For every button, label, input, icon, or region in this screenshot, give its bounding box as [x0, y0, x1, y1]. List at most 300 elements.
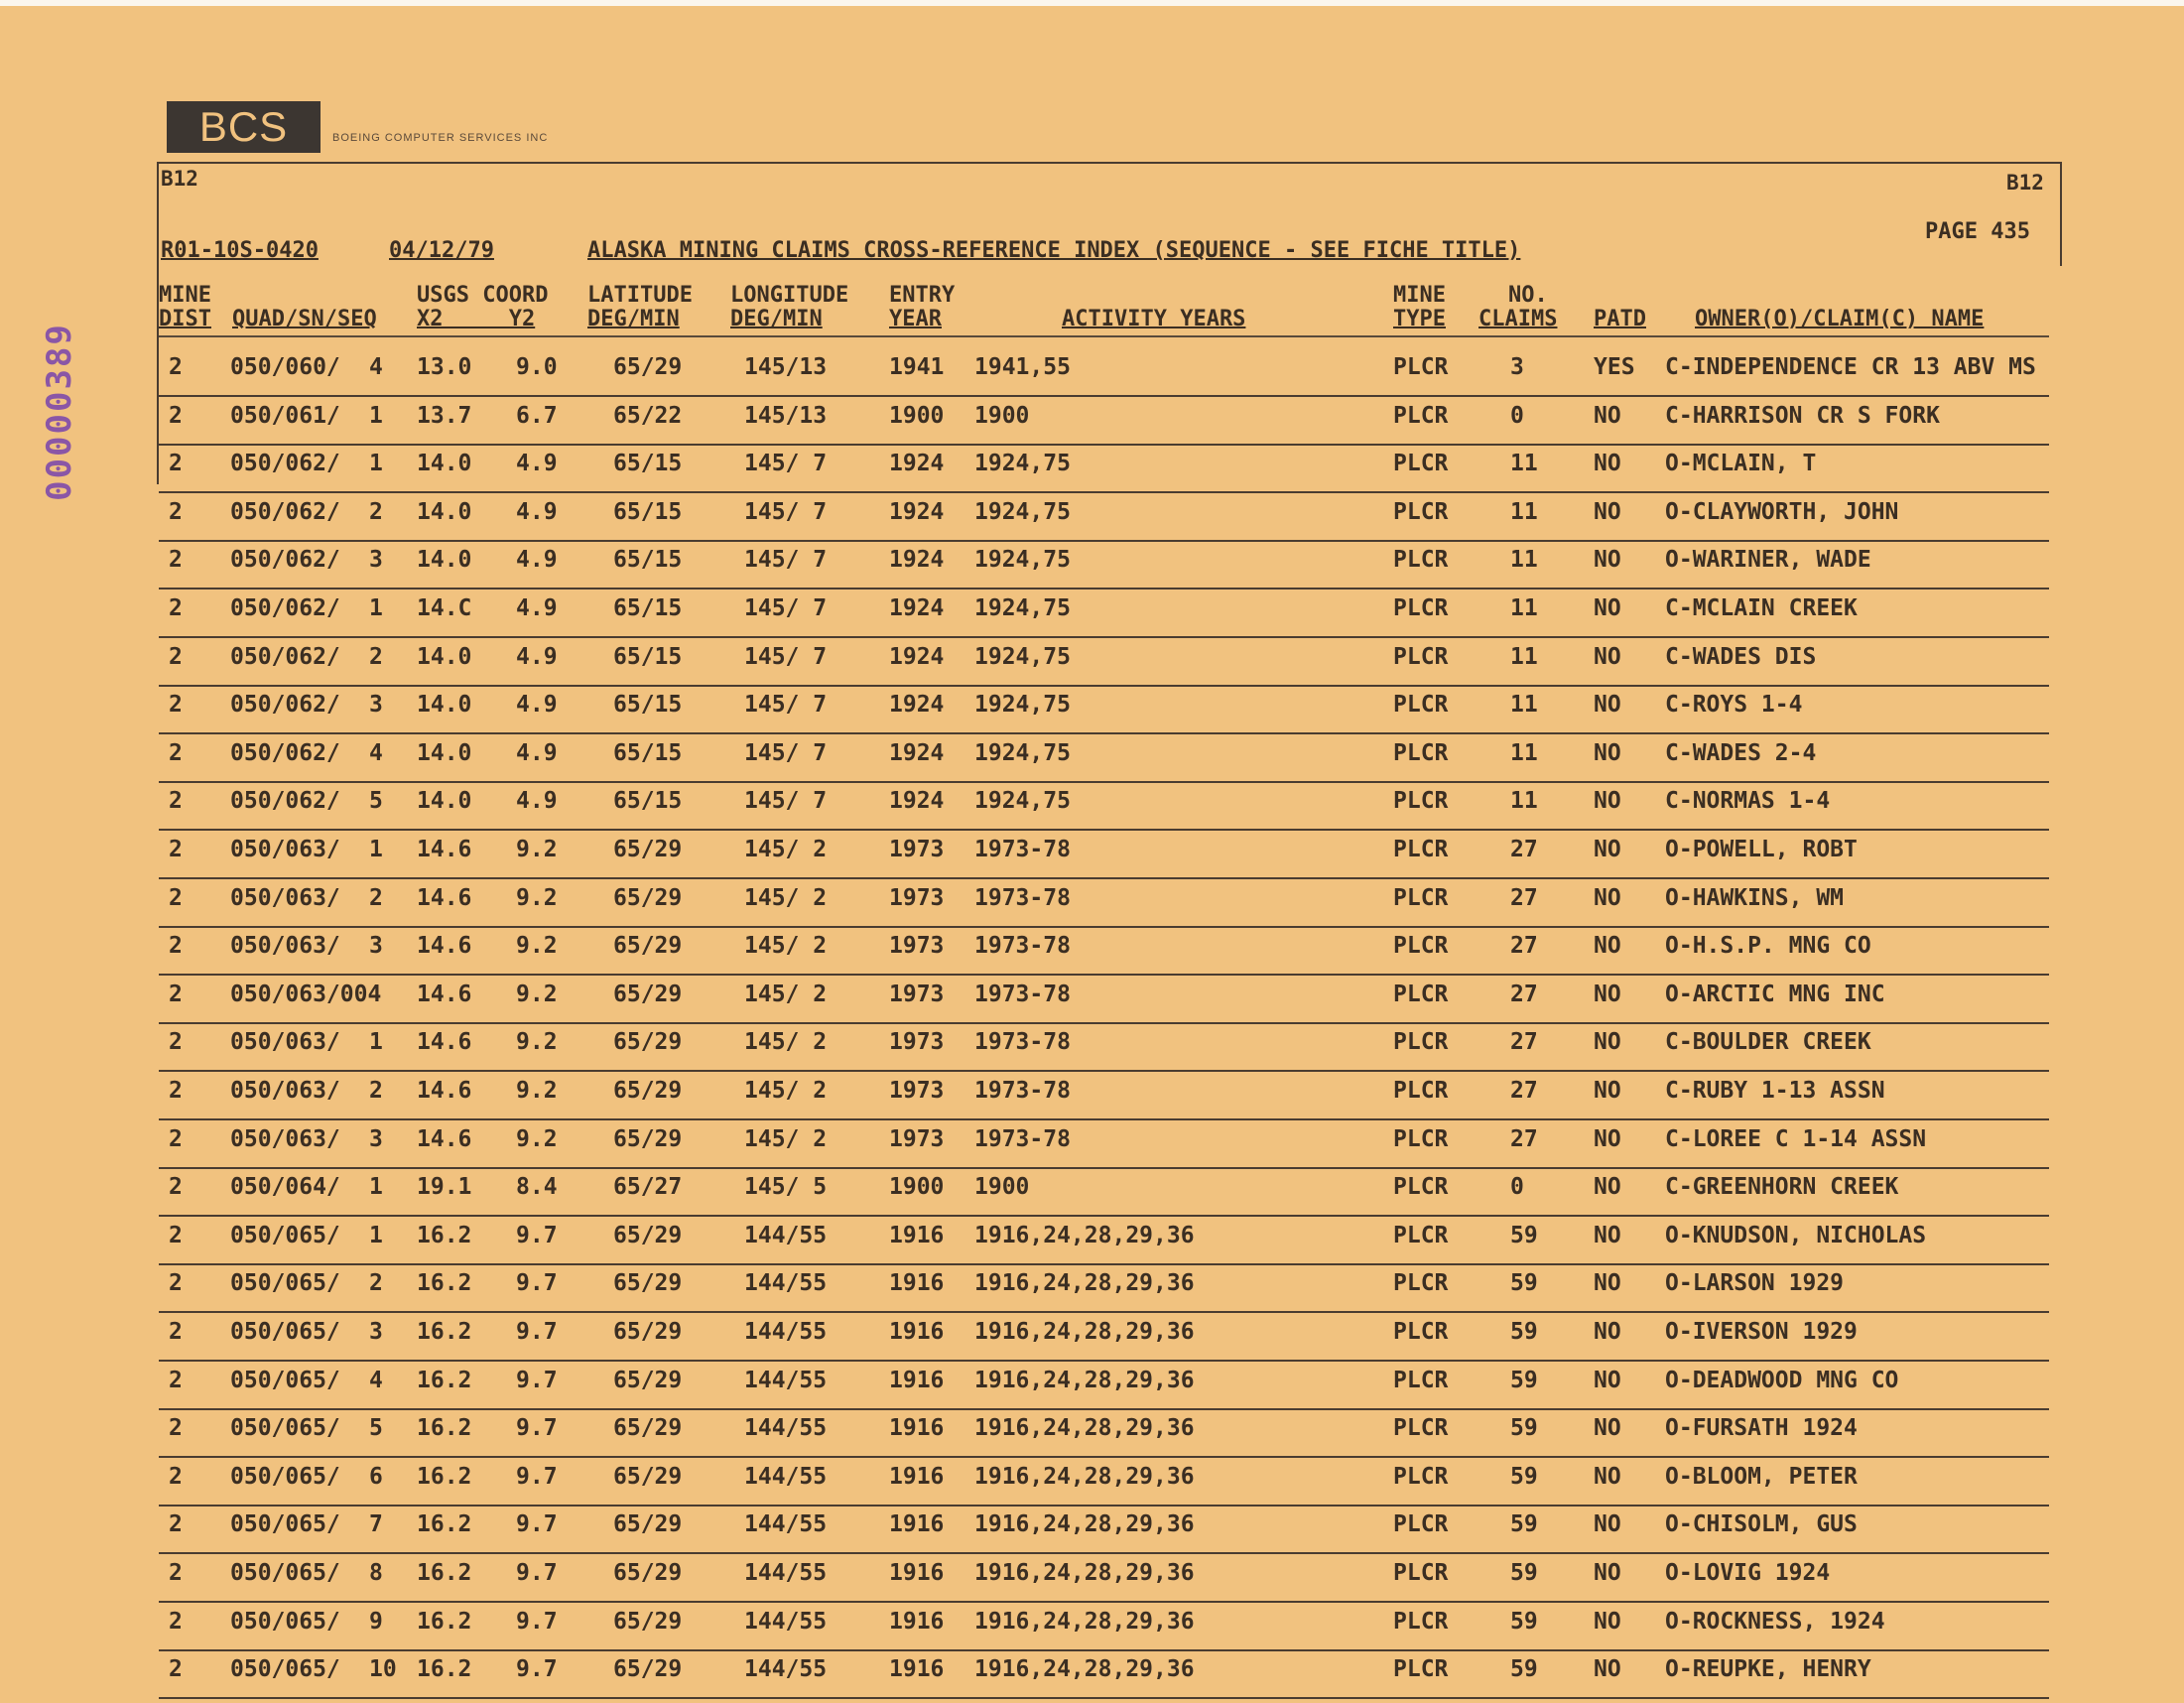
row-rule — [159, 1215, 2049, 1217]
cell-longitude: 145/ 7 — [744, 547, 828, 574]
cell-activity-years: 1924,75 — [974, 788, 1071, 815]
cell-activity-years: 1941,55 — [974, 354, 1071, 380]
row-rule — [159, 829, 2049, 831]
cell-entry-year: 1916 — [889, 1222, 945, 1248]
page-code-left: B12 — [161, 167, 198, 191]
cell-x2: 14.C — [417, 595, 472, 621]
cell-entry-year: 1916 — [889, 1270, 945, 1297]
cell-seq: 1 — [369, 451, 383, 477]
cell-quad: 050/063/ — [230, 1029, 340, 1056]
cell-patd: NO — [1594, 1463, 1621, 1490]
cell-latitude: 65/15 — [613, 788, 683, 815]
cell-patd: NO — [1594, 402, 1621, 429]
cell-dist: 2 — [169, 739, 183, 766]
cell-latitude: 65/29 — [613, 933, 683, 960]
cell-name: C-NORMAS 1-4 — [1665, 788, 1831, 815]
cell-dist: 2 — [169, 1078, 183, 1104]
cell-x2: 16.2 — [417, 1415, 472, 1442]
cell-mine-type: PLCR — [1393, 933, 1449, 960]
cell-activity-years: 1916,24,28,29,36 — [974, 1415, 1195, 1442]
cell-entry-year: 1924 — [889, 595, 945, 621]
table-row — [0, 1077, 2184, 1124]
cell-mine-type: PLCR — [1393, 1222, 1449, 1248]
cell-name: C-LOREE C 1-14 ASSN — [1665, 1125, 1927, 1152]
cell-patd: YES — [1594, 354, 1635, 380]
cell-y2: 9.2 — [516, 1078, 558, 1104]
row-rule — [159, 877, 2049, 879]
cell-mine-type: PLCR — [1393, 1608, 1449, 1635]
table-row — [0, 450, 2184, 497]
cell-mine-type: PLCR — [1393, 739, 1449, 766]
cell-name: O-FURSATH 1924 — [1665, 1415, 1858, 1442]
cell-quad: 050/065/ — [230, 1367, 340, 1393]
cell-claims: 59 — [1510, 1319, 1538, 1345]
cell-activity-years: 1973-78 — [974, 837, 1071, 862]
cell-mine-type: PLCR — [1393, 1270, 1449, 1297]
cell-quad: 050/065/ — [230, 1319, 340, 1345]
paper-edge — [0, 0, 2184, 6]
header-latitude: LATITUDE DEG/MIN — [587, 283, 693, 331]
header-patd: PATD — [1594, 307, 1646, 331]
cell-mine-type: PLCR — [1393, 1319, 1449, 1345]
cell-latitude: 65/29 — [613, 1463, 683, 1490]
cell-entry-year: 1916 — [889, 1415, 945, 1442]
cell-activity-years: 1973-78 — [974, 1125, 1071, 1152]
cell-dist: 2 — [169, 547, 183, 574]
cell-claims: 11 — [1510, 643, 1538, 670]
cell-quad: 050/065/ — [230, 1222, 340, 1248]
cell-entry-year: 1900 — [889, 1174, 945, 1201]
cell-x2: 14.0 — [417, 692, 472, 719]
cell-mine-type: PLCR — [1393, 1029, 1449, 1056]
row-rule — [159, 1456, 2049, 1458]
table-row — [0, 981, 2184, 1028]
cell-entry-year: 1941 — [889, 354, 945, 380]
cell-name: C-GREENHORN CREEK — [1665, 1174, 1899, 1201]
cell-seq: 10 — [369, 1656, 397, 1683]
row-rule — [159, 1649, 2049, 1651]
cell-longitude: 144/55 — [744, 1415, 828, 1442]
cell-mine-type: PLCR — [1393, 1174, 1449, 1201]
cell-x2: 16.2 — [417, 1367, 472, 1393]
table-row — [0, 1463, 2184, 1510]
row-rule — [159, 685, 2049, 687]
cell-latitude: 65/15 — [613, 498, 683, 525]
cell-dist: 2 — [169, 498, 183, 525]
logo-subtitle: BOEING COMPUTER SERVICES INC — [332, 132, 549, 144]
cell-activity-years: 1916,24,28,29,36 — [974, 1319, 1195, 1345]
cell-dist: 2 — [169, 1656, 183, 1683]
cell-latitude: 65/15 — [613, 451, 683, 477]
cell-claims: 11 — [1510, 788, 1538, 815]
cell-name: O-LARSON 1929 — [1665, 1270, 1845, 1297]
cell-name: C-WADES DIS — [1665, 643, 1817, 670]
cell-name: O-DEADWOOD MNG CO — [1665, 1367, 1899, 1393]
cell-claims: 11 — [1510, 547, 1538, 574]
cell-entry-year: 1916 — [889, 1463, 945, 1490]
cell-dist: 2 — [169, 451, 183, 477]
cell-activity-years: 1916,24,28,29,36 — [974, 1511, 1195, 1538]
cell-claims: 27 — [1510, 837, 1538, 862]
cell-name: O-LOVIG 1924 — [1665, 1560, 1831, 1586]
row-rule — [159, 1263, 2049, 1265]
cell-y2: 9.7 — [516, 1656, 558, 1683]
row-rule — [159, 1311, 2049, 1313]
cell-claims: 27 — [1510, 884, 1538, 911]
cell-activity-years: 1924,75 — [974, 739, 1071, 766]
row-rule — [159, 1070, 2049, 1072]
cell-longitude: 145/ 2 — [744, 884, 828, 911]
table-row — [0, 402, 2184, 450]
cell-y2: 4.9 — [516, 595, 558, 621]
cell-entry-year: 1973 — [889, 1078, 945, 1104]
cell-y2: 9.7 — [516, 1222, 558, 1248]
cell-mine-type: PLCR — [1393, 1656, 1449, 1683]
cell-entry-year: 1916 — [889, 1367, 945, 1393]
row-rule — [159, 1552, 2049, 1554]
cell-claims: 27 — [1510, 1029, 1538, 1056]
cell-activity-years: 1924,75 — [974, 451, 1071, 477]
cell-latitude: 65/29 — [613, 1608, 683, 1635]
cell-longitude: 145/ 7 — [744, 595, 828, 621]
cell-patd: NO — [1594, 595, 1621, 621]
cell-y2: 4.9 — [516, 739, 558, 766]
table-row — [0, 643, 2184, 691]
cell-seq: 7 — [369, 1511, 383, 1538]
cell-name: O-REUPKE, HENRY — [1665, 1656, 1871, 1683]
table-row — [0, 836, 2184, 883]
header-usgs-coord: USGS COORD X2 Y2 — [417, 283, 549, 331]
cell-latitude: 65/29 — [613, 1029, 683, 1056]
cell-x2: 19.1 — [417, 1174, 472, 1201]
cell-dist: 2 — [169, 1270, 183, 1297]
table-row — [0, 691, 2184, 738]
cell-y2: 9.7 — [516, 1319, 558, 1345]
cell-patd: NO — [1594, 1174, 1621, 1201]
cell-dist: 2 — [169, 884, 183, 911]
cell-longitude: 144/55 — [744, 1608, 828, 1635]
cell-latitude: 65/29 — [613, 354, 683, 380]
cell-seq: 1 — [369, 1174, 383, 1201]
cell-entry-year: 1924 — [889, 547, 945, 574]
row-rule — [159, 1601, 2049, 1603]
cell-longitude: 144/55 — [744, 1367, 828, 1393]
cell-patd: NO — [1594, 1560, 1621, 1586]
cell-mine-type: PLCR — [1393, 1125, 1449, 1152]
cell-quad: 050/063/ — [230, 1125, 340, 1152]
cell-mine-type: PLCR — [1393, 1415, 1449, 1442]
cell-y2: 9.7 — [516, 1463, 558, 1490]
cell-activity-years: 1900 — [974, 1174, 1030, 1201]
cell-dist: 2 — [169, 1125, 183, 1152]
cell-latitude: 65/29 — [613, 1415, 683, 1442]
cell-patd: NO — [1594, 884, 1621, 911]
cell-patd: NO — [1594, 498, 1621, 525]
cell-y2: 9.2 — [516, 981, 558, 1007]
cell-patd: NO — [1594, 1078, 1621, 1104]
cell-entry-year: 1916 — [889, 1608, 945, 1635]
cell-name: C-WADES 2-4 — [1665, 739, 1817, 766]
cell-mine-type: PLCR — [1393, 354, 1449, 380]
header-entry-year: ENTRY YEAR — [889, 283, 956, 331]
table-row — [0, 1173, 2184, 1221]
cell-patd: NO — [1594, 692, 1621, 719]
cell-dist: 2 — [169, 1367, 183, 1393]
cell-quad: 050/062/ — [230, 643, 340, 670]
cell-seq: 1 — [369, 595, 383, 621]
cell-entry-year: 1924 — [889, 739, 945, 766]
cell-longitude: 144/55 — [744, 1463, 828, 1490]
cell-quad: 050/063/ — [230, 1078, 340, 1104]
cell-claims: 59 — [1510, 1270, 1538, 1297]
cell-latitude: 65/29 — [613, 1511, 683, 1538]
cell-seq: 5 — [369, 788, 383, 815]
cell-x2: 14.6 — [417, 933, 472, 960]
cell-y2: 4.9 — [516, 451, 558, 477]
cell-dist: 2 — [169, 933, 183, 960]
cell-patd: NO — [1594, 1125, 1621, 1152]
cell-patd: NO — [1594, 451, 1621, 477]
cell-entry-year: 1924 — [889, 788, 945, 815]
cell-latitude: 65/15 — [613, 547, 683, 574]
table-row — [0, 1028, 2184, 1076]
cell-quad: 050/062/ — [230, 451, 340, 477]
table-row — [0, 1269, 2184, 1317]
cell-longitude: 145/ 2 — [744, 1029, 828, 1056]
cell-claims: 59 — [1510, 1463, 1538, 1490]
cell-seq: 2 — [369, 1078, 383, 1104]
cell-mine-type: PLCR — [1393, 837, 1449, 862]
cell-seq: 4 — [369, 354, 383, 380]
cell-claims: 0 — [1510, 402, 1524, 429]
table-row — [0, 1125, 2184, 1173]
table-row — [0, 884, 2184, 932]
cell-entry-year: 1924 — [889, 498, 945, 525]
cell-longitude: 144/55 — [744, 1319, 828, 1345]
header-owner-claim-name: OWNER(O)/CLAIM(C) NAME — [1695, 307, 1985, 331]
cell-quad: 050/065/ — [230, 1560, 340, 1586]
cell-patd: NO — [1594, 1029, 1621, 1056]
cell-entry-year: 1973 — [889, 933, 945, 960]
cell-quad: 050/065/ — [230, 1608, 340, 1635]
cell-entry-year: 1916 — [889, 1656, 945, 1683]
cell-y2: 9.2 — [516, 1029, 558, 1056]
table-row — [0, 546, 2184, 593]
cell-dist: 2 — [169, 1560, 183, 1586]
cell-seq: 8 — [369, 1560, 383, 1586]
header-no-claims: NO. CLAIMS — [1478, 283, 1558, 331]
cell-entry-year: 1973 — [889, 837, 945, 862]
cell-mine-type: PLCR — [1393, 547, 1449, 574]
logo-mark: BCS — [167, 101, 321, 153]
cell-quad: 050/065/ — [230, 1463, 340, 1490]
cell-x2: 14.0 — [417, 643, 472, 670]
cell-patd: NO — [1594, 1270, 1621, 1297]
table-row — [0, 1559, 2184, 1607]
cell-name: C-MCLAIN CREEK — [1665, 595, 1858, 621]
row-rule — [159, 732, 2049, 734]
cell-x2: 16.2 — [417, 1463, 472, 1490]
cell-name: O-MCLAIN, T — [1665, 451, 1817, 477]
cell-seq: 3 — [369, 1319, 383, 1345]
cell-dist: 2 — [169, 1608, 183, 1635]
cell-latitude: 65/29 — [613, 1125, 683, 1152]
cell-patd: NO — [1594, 1319, 1621, 1345]
cell-latitude: 65/15 — [613, 595, 683, 621]
cell-x2: 16.2 — [417, 1270, 472, 1297]
cell-longitude: 144/55 — [744, 1560, 828, 1586]
table-row — [0, 787, 2184, 835]
cell-x2: 14.6 — [417, 1078, 472, 1104]
cell-seq: 2 — [369, 884, 383, 911]
cell-dist: 2 — [169, 1222, 183, 1248]
cell-seq: 3 — [369, 933, 383, 960]
document-stamp: 00000389 — [40, 323, 79, 501]
cell-name: C-RUBY 1-13 ASSN — [1665, 1078, 1885, 1104]
cell-activity-years: 1924,75 — [974, 692, 1071, 719]
cell-patd: NO — [1594, 1608, 1621, 1635]
cell-activity-years: 1916,24,28,29,36 — [974, 1608, 1195, 1635]
cell-entry-year: 1973 — [889, 884, 945, 911]
cell-claims: 11 — [1510, 451, 1538, 477]
cell-patd: NO — [1594, 981, 1621, 1007]
cell-y2: 8.4 — [516, 1174, 558, 1201]
cell-claims: 59 — [1510, 1511, 1538, 1538]
cell-x2: 14.6 — [417, 1125, 472, 1152]
cell-quad: 050/062/ — [230, 547, 340, 574]
cell-seq: 1 — [369, 402, 383, 429]
cell-dist: 2 — [169, 402, 183, 429]
cell-activity-years: 1924,75 — [974, 643, 1071, 670]
cell-y2: 9.7 — [516, 1415, 558, 1442]
cell-x2: 13.0 — [417, 354, 472, 380]
page-code-right: B12 — [2006, 171, 2044, 195]
cell-y2: 9.7 — [516, 1608, 558, 1635]
cell-y2: 9.2 — [516, 933, 558, 960]
row-rule — [159, 926, 2049, 928]
cell-seq: 4 — [369, 739, 383, 766]
header-longitude: LONGITUDE DEG/MIN — [730, 283, 849, 331]
cell-entry-year: 1973 — [889, 1125, 945, 1152]
cell-quad: 050/061/ — [230, 402, 340, 429]
cell-mine-type: PLCR — [1393, 692, 1449, 719]
cell-x2: 14.0 — [417, 547, 472, 574]
cell-dist: 2 — [169, 981, 183, 1007]
cell-quad: 050/064/ — [230, 1174, 340, 1201]
table-row — [0, 498, 2184, 546]
cell-activity-years: 1916,24,28,29,36 — [974, 1656, 1195, 1683]
cell-x2: 16.2 — [417, 1511, 472, 1538]
cell-x2: 16.2 — [417, 1656, 472, 1683]
cell-patd: NO — [1594, 1415, 1621, 1442]
cell-y2: 4.9 — [516, 498, 558, 525]
cell-patd: NO — [1594, 788, 1621, 815]
cell-activity-years: 1973-78 — [974, 884, 1071, 911]
cell-latitude: 65/29 — [613, 981, 683, 1007]
cell-mine-type: PLCR — [1393, 788, 1449, 815]
cell-y2: 4.9 — [516, 547, 558, 574]
row-rule — [159, 636, 2049, 638]
cell-name: O-ROCKNESS, 1924 — [1665, 1608, 1885, 1635]
cell-entry-year: 1924 — [889, 451, 945, 477]
header-rule — [159, 335, 2049, 337]
table-row — [0, 1414, 2184, 1462]
cell-quad: 050/063/ — [230, 837, 340, 862]
cell-latitude: 65/15 — [613, 643, 683, 670]
cell-y2: 9.7 — [516, 1367, 558, 1393]
cell-quad: 050/062/ — [230, 692, 340, 719]
cell-longitude: 145/ 7 — [744, 498, 828, 525]
row-rule — [159, 1360, 2049, 1362]
cell-patd: NO — [1594, 1367, 1621, 1393]
cell-quad: 050/065/ — [230, 1270, 340, 1297]
cell-longitude: 144/55 — [744, 1511, 828, 1538]
cell-longitude: 145/ 2 — [744, 1078, 828, 1104]
cell-longitude: 144/55 — [744, 1656, 828, 1683]
cell-quad: 050/063/ — [230, 884, 340, 911]
cell-claims: 27 — [1510, 1125, 1538, 1152]
cell-quad: 050/062/ — [230, 498, 340, 525]
cell-entry-year: 1916 — [889, 1511, 945, 1538]
cell-latitude: 65/29 — [613, 1656, 683, 1683]
cell-patd: NO — [1594, 837, 1621, 862]
cell-seq: 3 — [369, 1125, 383, 1152]
cell-seq: 6 — [369, 1463, 383, 1490]
cell-mine-type: PLCR — [1393, 1367, 1449, 1393]
cell-entry-year: 1916 — [889, 1319, 945, 1345]
row-rule — [159, 540, 2049, 542]
cell-mine-type: PLCR — [1393, 1078, 1449, 1104]
cell-y2: 9.2 — [516, 884, 558, 911]
row-rule — [159, 444, 2049, 446]
cell-seq: 2 — [369, 1270, 383, 1297]
cell-x2: 14.0 — [417, 451, 472, 477]
cell-claims: 59 — [1510, 1415, 1538, 1442]
cell-latitude: 65/15 — [613, 692, 683, 719]
cell-activity-years: 1924,75 — [974, 595, 1071, 621]
cell-claims: 59 — [1510, 1367, 1538, 1393]
row-rule — [159, 491, 2049, 493]
cell-y2: 9.2 — [516, 1125, 558, 1152]
cell-longitude: 145/ 2 — [744, 1125, 828, 1152]
cell-quad: 050/065/ — [230, 1511, 340, 1538]
cell-claims: 0 — [1510, 1174, 1524, 1201]
cell-claims: 59 — [1510, 1608, 1538, 1635]
cell-dist: 2 — [169, 1319, 183, 1345]
cell-x2: 14.0 — [417, 498, 472, 525]
cell-entry-year: 1916 — [889, 1560, 945, 1586]
cell-claims: 27 — [1510, 981, 1538, 1007]
frame-right-rule — [2060, 162, 2062, 266]
cell-activity-years: 1924,75 — [974, 498, 1071, 525]
cell-latitude: 65/29 — [613, 1222, 683, 1248]
cell-longitude: 145/ 7 — [744, 643, 828, 670]
cell-dist: 2 — [169, 1174, 183, 1201]
cell-patd: NO — [1594, 933, 1621, 960]
cell-name: O-WARINER, WADE — [1665, 547, 1871, 574]
cell-y2: 4.9 — [516, 788, 558, 815]
cell-claims: 3 — [1510, 354, 1524, 380]
cell-longitude: 145/ 7 — [744, 739, 828, 766]
page-number: PAGE 435 — [1925, 219, 2030, 244]
cell-activity-years: 1973-78 — [974, 1029, 1071, 1056]
cell-seq: 5 — [369, 1415, 383, 1442]
cell-longitude: 145/ 7 — [744, 451, 828, 477]
cell-quad: 050/060/ — [230, 354, 340, 380]
cell-mine-type: PLCR — [1393, 1511, 1449, 1538]
cell-claims: 27 — [1510, 933, 1538, 960]
cell-dist: 2 — [169, 837, 183, 862]
